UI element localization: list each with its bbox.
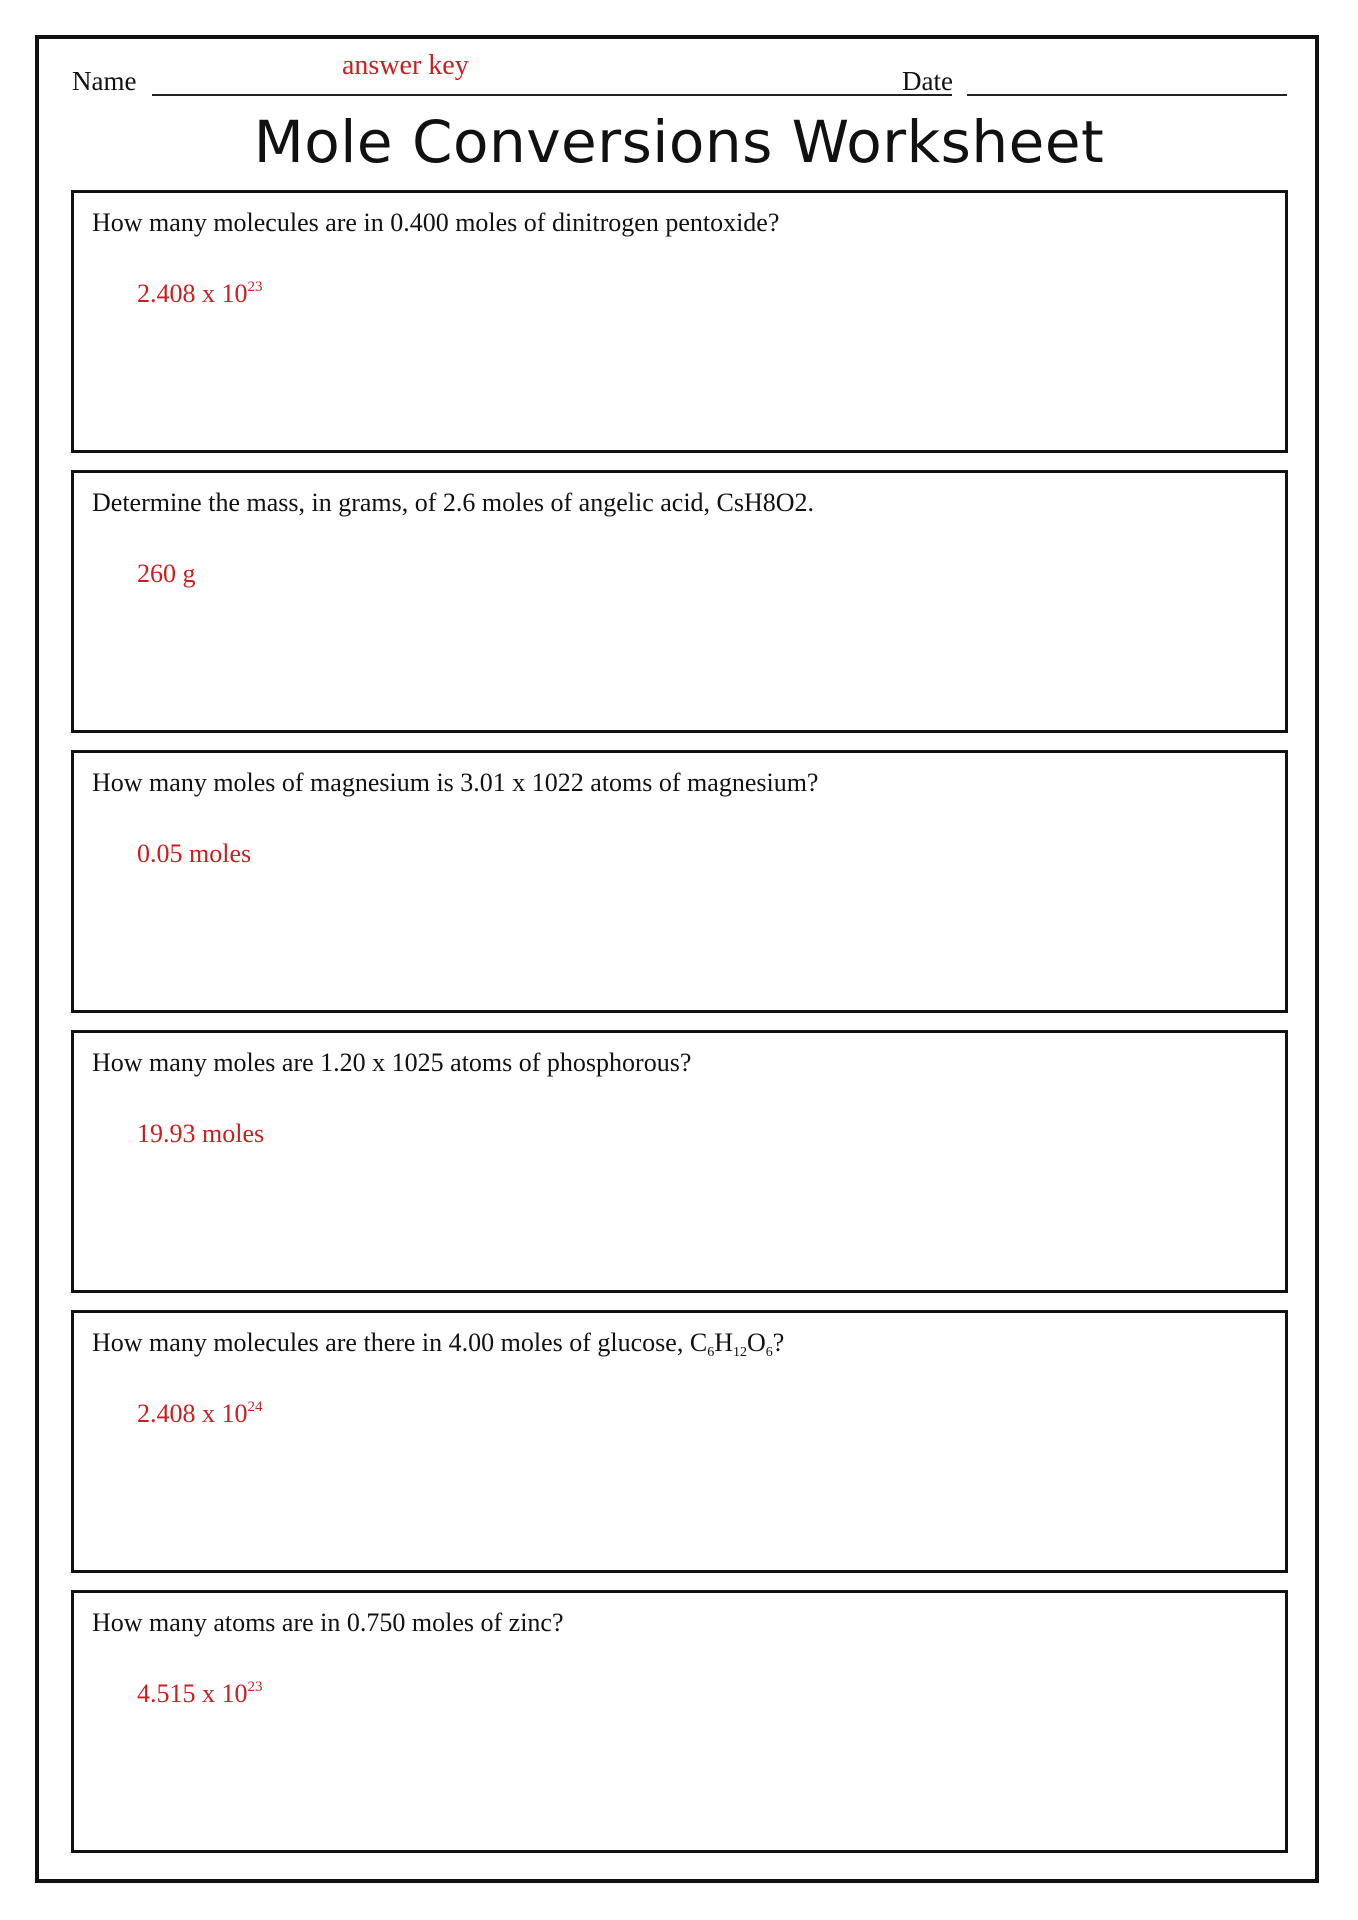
- question-text: [92, 1328, 784, 1361]
- formula-o-sub: 6: [765, 1345, 773, 1360]
- answer-base: 260 g: [137, 559, 196, 588]
- question-text: Determine the mass, in grams, of 2.6 moles of angelic acid, CsH8O2.: [92, 488, 815, 517]
- answer-text: [137, 1119, 264, 1149]
- answer-exponent: 24: [247, 1399, 263, 1415]
- question-text: How many molecules are in 0.400 moles of dinitrogen pentoxide?: [92, 208, 780, 237]
- answer-text: [137, 1399, 263, 1429]
- question-box-2: [71, 470, 1288, 733]
- question-text: How many moles are 1.20 x 1025 atoms of phosphorous?: [92, 1048, 692, 1077]
- answer-text: [137, 559, 196, 589]
- question-prefix: How many molecules are there in 4.00 moles of glucose,: [92, 1328, 690, 1357]
- question-box-4: [71, 1030, 1288, 1293]
- question-box-6: [71, 1590, 1288, 1853]
- name-value: answer key: [342, 50, 469, 81]
- header-row: [72, 50, 1292, 102]
- question-box-1: [71, 190, 1288, 453]
- answer-exponent: 23: [247, 1679, 263, 1695]
- question-text: How many atoms are in 0.750 moles of zinc?: [92, 1608, 564, 1637]
- formula-h: H: [714, 1328, 733, 1357]
- answer-base: 2.408 x 10: [137, 1399, 248, 1428]
- date-label: Date: [902, 66, 953, 96]
- question-suffix: ?: [772, 1328, 785, 1357]
- formula-c-sub: 6: [707, 1345, 715, 1360]
- answer-base: 4.515 x 10: [137, 1679, 248, 1708]
- name-field[interactable]: [152, 94, 952, 96]
- formula-h-sub: 12: [732, 1345, 747, 1360]
- answer-base: 2.408 x 10: [137, 279, 248, 308]
- answer-text: [137, 279, 263, 309]
- answer-text: [137, 1679, 263, 1709]
- name-label: Name: [72, 66, 137, 96]
- question-box-5: [71, 1310, 1288, 1573]
- question-box-3: [71, 750, 1288, 1013]
- answer-base: 0.05 moles: [137, 839, 252, 868]
- page-title: Mole Conversions Worksheet: [253, 108, 1105, 176]
- questions-list: [71, 190, 1288, 1870]
- question-text: How many moles of magnesium is 3.01 x 1022 atoms of magnesium?: [92, 768, 819, 797]
- answer-text: [137, 839, 251, 869]
- formula-o: O: [746, 1328, 766, 1357]
- formula-c: C: [689, 1328, 708, 1357]
- answer-exponent: 23: [247, 279, 263, 295]
- date-field[interactable]: [967, 94, 1287, 96]
- answer-base: 19.93 moles: [137, 1119, 265, 1148]
